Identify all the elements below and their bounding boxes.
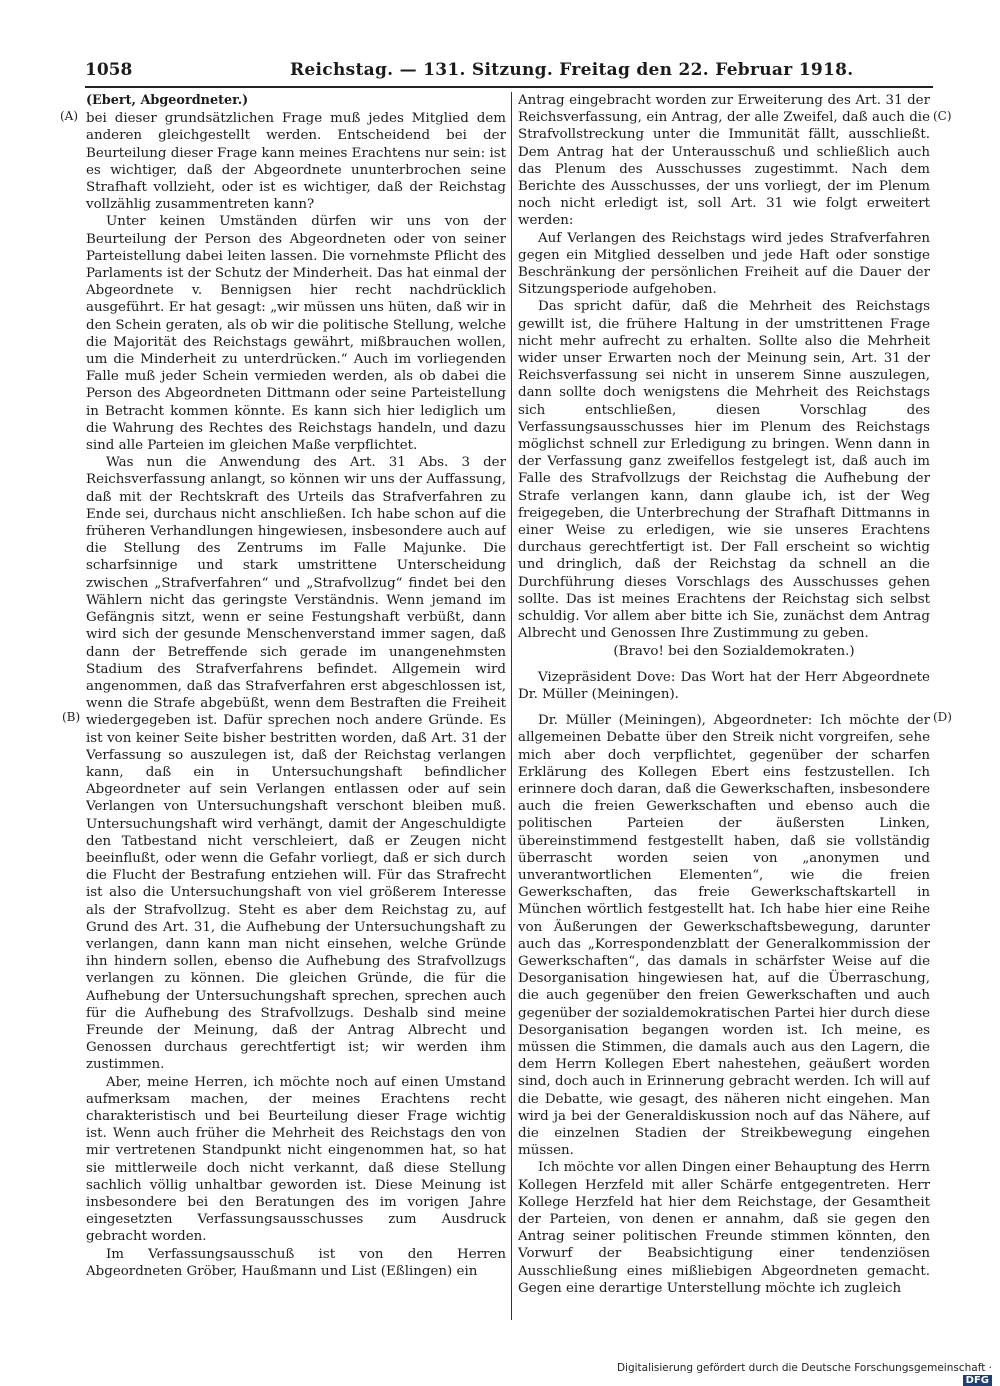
- column-divider: [511, 92, 512, 1320]
- dfg-logo: DFG: [963, 1375, 992, 1386]
- page-header: [85, 58, 933, 88]
- left-paragraph-4: Aber, meine Herren, ich möchte noch auf einen Umstand aufmerksam machen, der meines Erachtens recht charakteristisch und bei Beurteilung dieser Frage wichtig ist. Wenn auch früher die Mehrheit des Reichstags den von mir vertretenen Standpunkt nicht eingenommen hat, so hat sie mittlerweile doch nicht verkannt, daß diese Stellung sachlich völlig unhaltbar geworden ist. Diese Meinung ist insbesondere bei den Beratungen des im vorigen Jahre eingesetzten Verfassungsausschusses zum Ausdruck gebracht worden.: [86, 1074, 506, 1245]
- spacer: [518, 703, 930, 712]
- amendment-quote: Auf Verlangen des Reichstags wird jedes Strafverfahren gegen ein Mitglied desselben und jede Haft oder sonstige Beschränkung der persönlichen Freiheit auf die Dauer der Sitzungsperiode aufgehoben.: [518, 230, 930, 298]
- applause-note: (Bravo! bei den Sozialdemokraten.): [613, 643, 855, 659]
- spacer: [518, 660, 930, 669]
- mueller-paragraph-2: Ich möchte vor allen Dingen einer Behauptung des Herrn Kollegen Herzfeld mit aller Schärfe entgegentreten. Herr Kollege Herzfeld hat hier dem Reichstage, der Gesamtheit der Parteien, von denen er annahm, daß sie gegen den Antrag seiner politischen Freunde stimmen könnten, den Vorwurf der Beabsichtigung einer tendenziösen Ausschließung eines mißliebigen Abgeordneten gemacht. Gegen eine derartige Unterstellung möchte ich zugleich: [518, 1160, 930, 1296]
- digitization-footer: [612, 1362, 992, 1386]
- chair-statement: Vizepräsident Dove: Das Wort hat der Herr Abgeordnete Dr. Müller (Meiningen).: [518, 669, 930, 702]
- left-paragraph-1: bei dieser grundsätzlichen Frage muß jedes Mitglied dem anderen gleichgestellt werden. Entscheidend bei der Beurteilung dieser Frage kann meines Erachtens nur sein: ist es wichtiger, daß der Abgeordnete ununterbrochen seine Strafhaft vollzieht, oder ist es wichtiger, daß der Reichstag vollzählig zusammentreten kann?: [86, 111, 506, 213]
- running-head: Reichstag. — 131. Sitzung. Freitag den 22. Februar 1918.: [290, 60, 854, 80]
- speaker-tag: (Ebert, Abgeordneter.): [86, 93, 249, 108]
- left-paragraph-3: Was nun die Anwendung des Art. 31 Abs. 3 der Reichsverfassung anlangt, so können wir uns der Auffassung, daß mit der Rechtskraft des Urteils das Strafverfahren zu Ende sei, durchaus nicht anschließen. Ich habe schon auf die früheren Verhandlungen hingewiesen, insbesondere auch auf die Stellung des Zentrums im Falle Majunke. Die scharfsinnige und stark umstrittene Unterscheidung zwischen „Strafverfahren“ und „Strafvollzug“ findet bei den Wählern nicht das geringste Verständnis. Wenn jemand im Gefängnis sitzt, wenn er seine Festungshaft verbüßt, dann wird sich der gesunde Menschenverstand immer sagen, daß dann der Betreffende sich gerade im unangenehmsten Stadium des Strafverfahrens befindet. Allgemein wird angenommen, daß das Strafverfahren erst abgeschlossen ist, wenn die Strafe abgebüßt, wenn dem Bestraften die Freiheit wiedergegeben ist. Dafür sprechen noch andere Gründe. Es ist von keiner Seite bisher bestritten worden, daß Art. 31 der Verfassung so auszulegen ist, daß der Reichstag verlangen kann, daß ein in Untersuchungshaft befindlicher Abgeordneter auf sein Verlangen entlassen oder auf sein Verlangen von Untersuchungshaft verschont bleiben muß. Untersuchungshaft wird verhängt, damit der Angeschuldigte den Tatbestand nicht verschleiert, daß er Zeugen nicht beeinflußt, oder wenn die Gefahr vorliegt, daß er sich durch die Flucht der Bestrafung entziehen will. Für das Strafrecht ist also die Untersuchungshaft von viel größerem Interesse als der Strafvollzug. Steht es aber dem Reichstag zu, auf Grund des Art. 31, die Aufhebung der Untersuchungshaft zu verlangen, dann kann man nicht einsehen, welche Gründe ihn hindern sollen, ebenso die Aufhebung des Strafvollzugs verlangen zu können. Die gleichen Gründe, die für die Aufhebung der Untersuchungshaft sprechen, sprechen auch für die Aufhebung des Strafvollzugs. Deshalb sind meine Freunde der Meinung, daß der Antrag Albrecht und Genossen durchaus gerechtfertigt ist; wir werden ihm zustimmen.: [86, 455, 506, 1073]
- right-column: [518, 92, 930, 1332]
- left-paragraph-5: Im Verfassungsausschuß ist von den Herren Abgeordneten Gröber, Haußmann und List (Eßlingen) ein: [86, 1246, 506, 1279]
- margin-marker-a: (A): [60, 109, 79, 123]
- margin-marker-b: (B): [62, 710, 81, 724]
- right-paragraph-1: Antrag eingebracht worden zur Erweiterung des Art. 31 der Reichsverfassung, ein Antrag, der alle Zweifel, daß auch die Strafvollstreckung unter die Immunität fällt, ausschließt. Dem Antrag hat der Unterausschuß und schließlich auch das Plenum des Ausschusses zugestimmt. Nach dem Berichte des Ausschusses, der uns vorliegt, der im Plenum noch nicht erledigt ist, soll Art. 31 wie folgt erweitert werden:: [518, 93, 930, 229]
- mueller-paragraph-1: Dr. Müller (Meiningen), Abgeordneter: Ich möchte der allgemeinen Debatte über den Streik nicht vorgreifen, sehe mich aber doch verpflichtet, gegenüber der scharfen Erklärung des Kollegen Ebert eins festzustellen. Ich erinnere doch daran, daß die Gewerkschaften, insbesondere auch die freien Gewerkschaften und ebenso auch die politischen Parteien der äußersten Linken, übereinstimmend festgestellt haben, daß sie vollständig überrascht worden seien von „anonymen und unverantwortlichen Elementen“, wie die freien Gewerkschaften, das freie Gewerkschaftskartell in München wörtlich festgestellt hat. Ich habe hier eine Reihe von Äußerungen der Gewerkschaftsbewegung, darunter auch das „Korrespondenzblatt der Generalkommission der Gewerkschaften“, das damals in schärfster Weise auf die Desorganisation hingewiesen hat, auf die Überraschung, die auch gegenüber den freien Gewerkschaften und auch gegenüber der sozialdemokratischen Partei hier durch diese Desorganisation begangen worden ist. Ich meine, es müssen die Stimmen, die damals auch aus den Lagern, die dem Herrn Kollegen Ebert nahestehen, geäußert worden sind, doch auch in Erinnerung gebracht werden. Ich will auf die Debatte, wie gesagt, des näheren nicht eingehen. Man wird ja bei der Generaldiskussion noch auf das Nähere, auf die einzelnen Stadien der Streikbewegung eingehen müssen.: [518, 713, 930, 1159]
- margin-marker-c: (C): [933, 109, 952, 123]
- footer-text: Digitalisierung gefördert durch die Deutsche Forschungsgemeinschaft ·: [616, 1362, 992, 1374]
- margin-marker-d: (D): [933, 710, 952, 724]
- right-paragraph-2: Das spricht dafür, daß die Mehrheit des Reichstags gewillt ist, die frühere Haltung in der umstrittenen Frage nicht mehr aufrecht zu erhalten. Sollte also die Mehrheit wider unser Erwarten noch der Meinung sein, Art. 31 der Reichsverfassung sei nicht in unserem Sinne auszulegen, dann sollte doch wenigstens die Mehrheit des Reichstags sich entschließen, diesen Vorschlag des Verfassungsausschusses hier im Plenum des Reichstags möglichst schnell zur Erledigung zu bringen. Wenn dann in der Verfassung ganz zweifellos festgelegt ist, daß auch im Falle des Strafvollzugs der Reichstag die Aufhebung der Strafe verlangen kann, dann glaube ich, ist der Weg freigegeben, die Unterbrechung der Strafhaft Dittmanns in einer Weise zu erledigen, wie sie unseres Erachtens durchaus gerechtfertigt ist. Der Fall erscheint so wichtig und dringlich, daß der Reichstag da schnell an die Durchführung dieses Vorschlags des Ausschusses gehen sollte. Das ist meines Erachtens der Reichstag sich selbst schuldig. Vor allem aber bitte ich Sie, zunächst dem Antrag Albrecht und Genossen Ihre Zustimmung zu geben.: [518, 299, 930, 642]
- left-column: [86, 92, 506, 1332]
- page-number: 1058: [85, 60, 133, 80]
- left-paragraph-2: Unter keinen Umständen dürfen wir uns von der Beurteilung der Person des Abgeordneten oder von seiner Parteistellung dabei leiten lassen. Die vornehmste Pflicht des Parlaments ist der Schutz der Minderheit. Das hat einmal der Abgeordnete v. Bennigsen hier recht nachdrücklich ausgeführt. Er hat gesagt: „wir müssen uns hüten, daß wir in den Schein geraten, als ob wir die politische Stellung, welche die Majorität des Reichstags gewährt, mißbrauchen wollen, um die Minderheit zu unterdrücken.“ Auch im vorliegenden Falle muß jeder Schein vermieden werden, als ob dabei die Person des Abgeordneten Dittmann oder seine Parteistellung in Betracht kommen könnte. Es kann sich hier lediglich um die Wahrung des Rechtes des Reichstags handeln, und dazu sind alle Parteien im gleichen Maße verpflichtet.: [86, 214, 506, 454]
